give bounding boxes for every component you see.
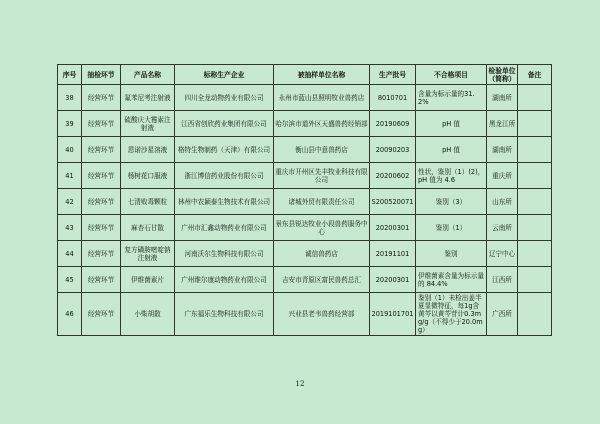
table-cell: 41: [58, 163, 82, 189]
table-cell: 鉴别（1）: [416, 215, 487, 241]
table-cell: 诚信兽药店: [274, 241, 370, 267]
table-cell: 江西所: [487, 267, 518, 293]
table-cell: 麻杏石甘散: [121, 215, 175, 241]
table-cell: [518, 241, 552, 267]
table-cell: 鉴别（3）: [416, 189, 487, 215]
table-cell: [518, 137, 552, 163]
table-cell: 云南所: [487, 215, 518, 241]
table-cell: [518, 163, 552, 189]
table-cell: 42: [58, 189, 82, 215]
table-cell: 四川全龙动物药业有限公司: [175, 85, 274, 111]
table-cell: 46: [58, 293, 82, 336]
table-cell: 湖南所: [487, 137, 518, 163]
table-cell: 湖南所: [487, 85, 518, 111]
table-cell: 20190609: [370, 111, 416, 137]
table-cell: 20200301: [370, 267, 416, 293]
table-cell: 衡山县中意兽药店: [274, 137, 370, 163]
table-cell: 8010701: [370, 85, 416, 111]
table-cell: 经营环节: [82, 189, 121, 215]
table-cell: 20200301: [370, 215, 416, 241]
table-cell: 杨树花口服液: [121, 163, 175, 189]
table-cell: 广东福乐生物科技有限公司: [175, 293, 274, 336]
table-cell: 广州维尔康动物药业有限公司: [175, 267, 274, 293]
table-cell: 经营环节: [82, 267, 121, 293]
table-cell: pH 值: [416, 111, 487, 137]
header-cell: 不合格项目: [416, 65, 487, 85]
header-cell: 生产批号: [370, 65, 416, 85]
table-cell: 20090203: [370, 137, 416, 163]
table-row: [58, 189, 552, 215]
table-cell: pH 值: [416, 137, 487, 163]
table-row: [58, 137, 552, 163]
table-cell: 重庆市开州区先丰牧业科技有限公司: [274, 163, 370, 189]
table-cell: 永州市蓝山县照明牧业兽药店: [274, 85, 370, 111]
table-cell: 恩诺沙星溶液: [121, 137, 175, 163]
table-cell: [518, 85, 552, 111]
table-row: [58, 293, 552, 336]
table-cell: 复方磺胺嘧啶钠注射液: [121, 241, 175, 267]
table-cell: 经营环节: [82, 215, 121, 241]
table-cell: 河南沃尔生物科技有限公司: [175, 241, 274, 267]
table-cell: 2019101701: [370, 293, 416, 336]
table-cell: 经营环节: [82, 163, 121, 189]
table-cell: 广西所: [487, 293, 518, 336]
table-cell: 氟苯尼考注射液: [121, 85, 175, 111]
table-cell: 含量为标示量的31.2%: [416, 85, 487, 111]
table-cell: 38: [58, 85, 82, 111]
header-cell: 产品名称: [121, 65, 175, 85]
product-table: [57, 64, 552, 336]
table-row: [58, 241, 552, 267]
table-cell: 性状，鉴别（1）(2)，pH 值为 4.6: [416, 163, 487, 189]
table-cell: 伊维菌素片: [121, 267, 175, 293]
table-cell: 小柴胡散: [121, 293, 175, 336]
table-cell: 景东县锐达牧业小段兽药服务中心: [274, 215, 370, 241]
table-cell: 45: [58, 267, 82, 293]
table-cell: 20200602: [370, 163, 416, 189]
table-cell: 重庆所: [487, 163, 518, 189]
table-cell: 七清败毒颗粒: [121, 189, 175, 215]
table-cell: 山东所: [487, 189, 518, 215]
table-cell: [518, 293, 552, 336]
table-cell: 吉安市青原区富民兽药总汇: [274, 267, 370, 293]
table-cell: 40: [58, 137, 82, 163]
page-number: 12: [295, 380, 305, 388]
table-cell: 哈尔滨市道外区天盛兽药经销部: [274, 111, 370, 137]
table-cell: 经营环节: [82, 85, 121, 111]
table-cell: 辽宁中心: [487, 241, 518, 267]
table-cell: 43: [58, 215, 82, 241]
table-cell: 39: [58, 111, 82, 137]
table-row: [58, 163, 552, 189]
header-row: [58, 65, 552, 85]
table-cell: 44: [58, 241, 82, 267]
header-cell: 检验单位（简称）: [488, 66, 516, 83]
table-cell: 经营环节: [82, 241, 121, 267]
header-cell: 序号: [58, 65, 82, 85]
table-cell: 20191101: [370, 241, 416, 267]
header-cell: 被抽样单位名称: [274, 65, 370, 85]
table-row: [58, 267, 552, 293]
table-cell: 广州市汇鑫动物药业有限公司: [175, 215, 274, 241]
table-cell: 诸城外贸有限责任公司: [274, 189, 370, 215]
table-row: [58, 85, 552, 111]
table-cell: [518, 189, 552, 215]
table-cell: 经营环节: [82, 111, 121, 137]
table-cell: 伊维菌素含量为标示量的 84.4%: [416, 267, 487, 293]
table-cell: 黑龙江所: [487, 111, 518, 137]
table-cell: [518, 111, 552, 137]
header-cell: 备注: [518, 65, 552, 85]
table-cell: 格特生物制药（天津）有限公司: [175, 137, 274, 163]
table-row: [58, 215, 552, 241]
header-cell: 抽检环节: [82, 65, 121, 85]
table-cell: [518, 215, 552, 241]
table-cell: 经营环节: [82, 293, 121, 336]
table-cell: [518, 267, 552, 293]
header-cell: 标称生产企业: [175, 65, 274, 85]
table-cell: 兴业县老韦兽药经营部: [274, 293, 370, 336]
table-cell: 硫酸庆大霉素注射液: [121, 111, 175, 137]
table-cell: 经营环节: [82, 137, 121, 163]
table-row: [58, 111, 552, 137]
table-cell: 林州中农颖泰生物技术有限公司: [175, 189, 274, 215]
table-cell: 鉴别: [416, 241, 487, 267]
table-cell: 浙江博信药业股份有限公司: [175, 163, 274, 189]
table-cell: 江西省创欣药业集团有限公司: [175, 111, 274, 137]
table-cell: 鉴别（1）未检出姜半夏显微特征，每1g含 黄芩以黄芩苷计0.3mg/g（不得少于20.0mg）: [416, 293, 487, 336]
table-cell: S200520071: [370, 189, 416, 215]
